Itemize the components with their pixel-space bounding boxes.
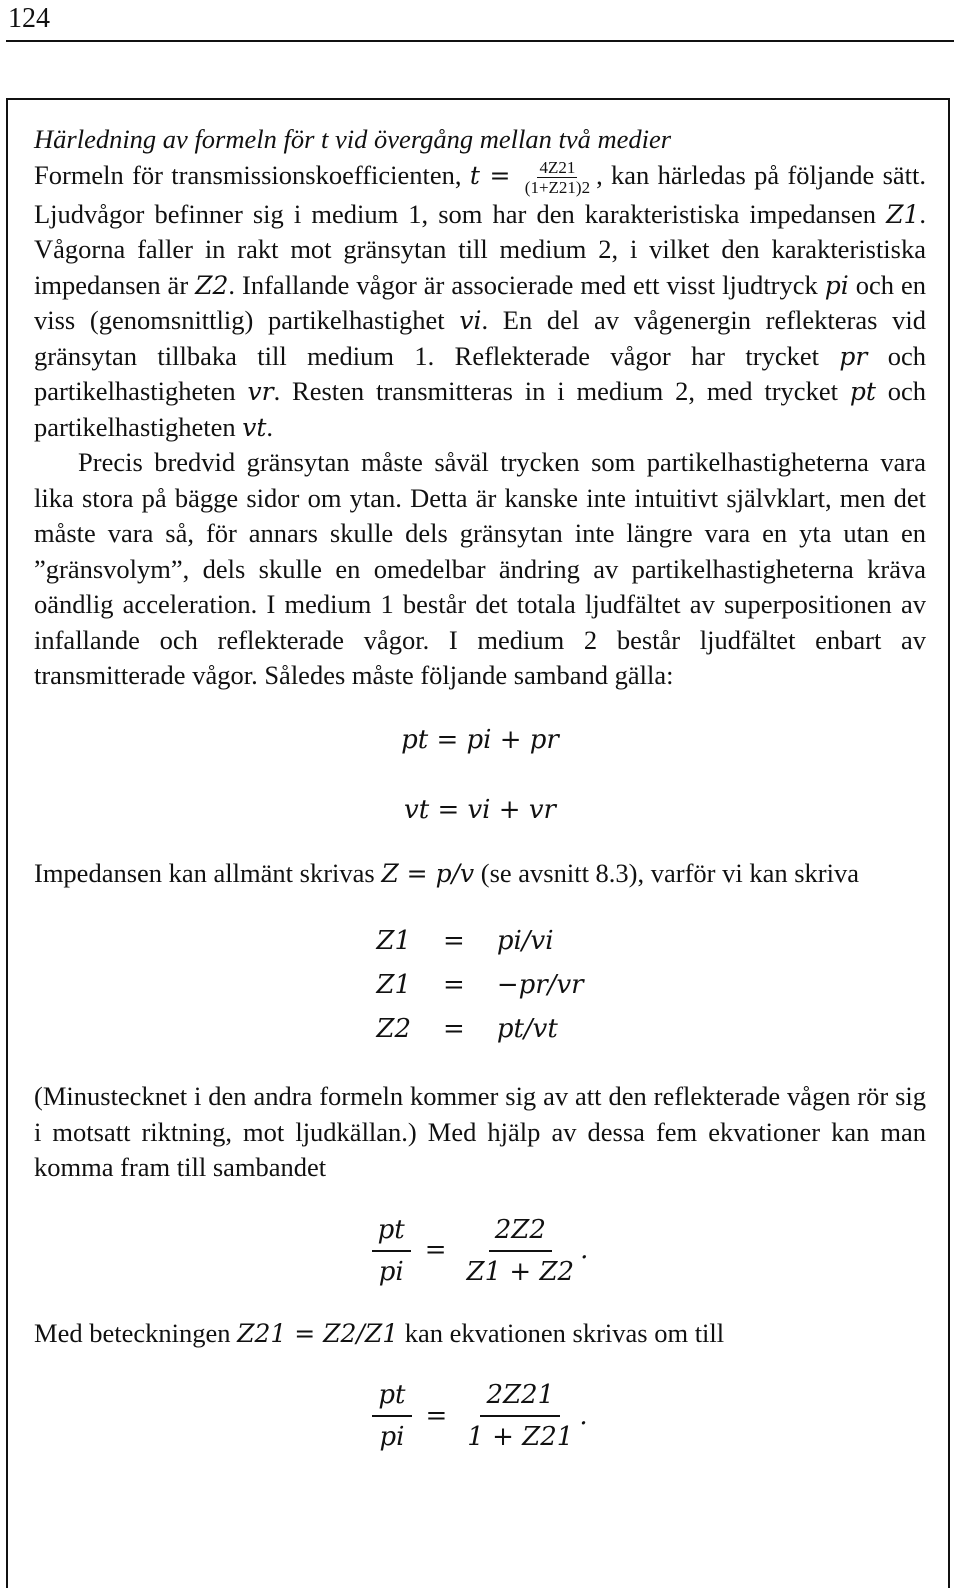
impedance-equations	[366, 919, 593, 1051]
equals-sign: =	[443, 970, 465, 1001]
intro-text-e: och en viss (genomsnittlig) partikelhastighet	[34, 269, 926, 336]
intro-text-d: . Infallande vågor är associerade med ett visst ljudtryck	[228, 269, 818, 300]
page-number: 124	[8, 3, 50, 34]
equation-rhs: −pr/vr	[496, 970, 584, 1001]
notation-text-b: kan ekvationen skrivas om till	[404, 1317, 725, 1348]
symbol-pt: pt	[849, 377, 876, 407]
transmission-fraction	[523, 158, 592, 197]
ratio-lhs-num: pt	[372, 1375, 411, 1417]
equals-sign: =	[424, 1235, 447, 1266]
equation-rhs: pt/vt	[496, 1014, 558, 1045]
intro-text-i: och partikelhastigheten	[34, 376, 926, 442]
paragraph-impedance	[34, 856, 926, 892]
equals-sign: =	[443, 1014, 465, 1045]
fraction-numerator: 4Z21	[539, 157, 576, 177]
section-title: Härledning av formeln för t vid övergång mellan två medier	[34, 124, 672, 154]
impedance-definition: Z = p/v	[381, 858, 475, 888]
equation-lhs: Z2	[376, 1014, 412, 1045]
equals-sign: =	[425, 1400, 448, 1431]
symbol-vt: vt	[242, 412, 267, 442]
pressure-equation: pt = pi + pr	[401, 724, 559, 755]
paragraph-intro	[34, 158, 926, 446]
ratio-lhs-den: pi	[379, 1422, 405, 1453]
paragraph-boundary: Precis bredvid gränsytan måste såväl trycken som partikelhastigheterna vara lika stora på bägge sidor om ytan. Detta är kanske inte intuitivt självklart, men det måste vara så, för annars skulle dels gränsytan inte längre vara en yta utan en ”gränsvolym”, dels skulle en omedelbar ändring av partikelhastigheterna kräva oändlig acceleration. I medium 1 består det totala ljudfältet av superpositionen av infallande och reflekterade vågor. I medium 2 består ljudfältet enbart av transmitterade vågor. Således måste följande samband gälla:	[34, 447, 926, 691]
ratio-lhs	[372, 1375, 411, 1457]
ratio-rhs	[461, 1210, 581, 1292]
symbol-pr: pr	[839, 341, 868, 371]
ratio-rhs-num: 2Z21	[480, 1375, 560, 1417]
ratio-lhs-num: pt	[372, 1210, 411, 1252]
equation-row	[366, 919, 593, 963]
equation-lhs: Z1	[376, 926, 412, 957]
ratio-lhs-den: pi	[378, 1256, 404, 1287]
symbol-vi: vi	[459, 306, 482, 336]
boundary-equations	[34, 722, 926, 828]
intro-text-a: Formeln för transmissionskoefficienten,	[34, 159, 462, 190]
impedance-text-a: Impedansen kan allmänt skrivas	[34, 857, 375, 888]
equals-sign: =	[443, 926, 465, 957]
ratio-equation-1	[34, 1210, 926, 1292]
ratio-rhs-den: Z1 + Z2	[466, 1256, 575, 1287]
symbol-pi: pi	[824, 270, 849, 300]
equation-row	[366, 963, 593, 1007]
symbol-vr: vr	[247, 377, 274, 407]
z21-definition: Z21 = Z2/Z1	[237, 1318, 399, 1348]
intro-text-f: . En del av vågenergin reflekteras vid gränsytan tillbaka till medium 1. Reflekterade vågor har trycket	[34, 305, 927, 371]
fraction-denominator: (1+Z21)2	[524, 177, 591, 197]
period: .	[580, 1235, 589, 1266]
ratio-lhs	[372, 1210, 411, 1292]
notation-text-a: Med beteckningen	[34, 1317, 231, 1348]
symbol-z1: Z1	[886, 199, 920, 229]
t-equation: t =	[469, 160, 511, 190]
header-rule	[6, 40, 954, 42]
intro-text-b: , kan härledas på följande sätt. Ljudvågor befinner sig i medium 1, som har den karakteristiska impedansen	[34, 159, 927, 229]
ratio-rhs-den: 1 + Z21	[467, 1422, 574, 1453]
velocity-equation: vt = vi + vr	[404, 794, 556, 825]
intro-text-c: . Vågorna faller in rakt mot gränsytan till medium 2, i vilket den karakteristiska impedansen är	[34, 198, 926, 300]
ratio-rhs-num: 2Z2	[489, 1210, 552, 1252]
text-box-content	[34, 122, 926, 1481]
paragraph-minus-sign: (Minustecknet i den andra formeln kommer sig av att den reflekterade vågen rör sig i motsatt riktning, mot ljudkällan.) Med hjälp av dessa fem ekvationer kan man komma fram till sambandet	[34, 1081, 926, 1183]
intro-text-h: . Resten transmitteras in i medium 2, med trycket	[273, 376, 838, 407]
ratio-rhs	[461, 1375, 579, 1457]
ratio-equation-2	[34, 1375, 926, 1457]
equation-rhs: pi/vi	[496, 926, 554, 957]
intro-text-j: .	[266, 411, 274, 442]
symbol-z2: Z2	[195, 270, 229, 300]
paragraph-notation	[34, 1316, 926, 1352]
impedance-text-b: (se avsnitt 8.3), varför vi kan skriva	[480, 857, 860, 888]
equation-lhs: Z1	[376, 970, 412, 1001]
equation-row	[366, 1007, 593, 1051]
period: .	[579, 1400, 588, 1431]
intro-text-g: och partikelhastigheten	[34, 340, 927, 407]
